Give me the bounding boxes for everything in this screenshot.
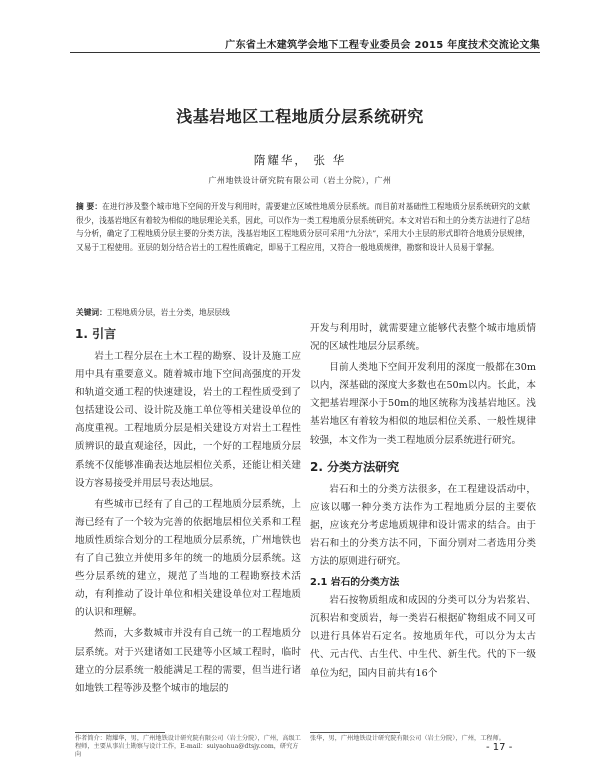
section-heading-intro: 1. 引言	[75, 327, 117, 341]
paragraph: 然而，大多数城市并没有自己统一的工程地质分层系统。对于兴建诸如工民建等小区域工程时，临时建立的分层系统一般能满足工程的需要，但当进行诸如地铁工程等涉及整个城市的地层的	[75, 628, 301, 694]
keywords	[76, 307, 530, 318]
affiliation: 广州地铁设计研究院有限公司（岩土分院），广州	[208, 176, 392, 185]
abstract	[76, 200, 530, 254]
abstract-label: 摘 要：	[76, 202, 103, 211]
abstract-text: 在进行涉及整个城市地下空间的开发与利用时，需要建立区域性地质分层系统。而目前对基础性工程地质分层系统研究的文献很少，浅基岩地区有着较为相似的地层理论关系，因此，可以作为一类工程地质分层系统研究。本文对岩石和土的分类方法进行了总结与分析，确定了工程地质分层主要的分类方法，浅基岩地区工程地质分层可采用“九分法”，采用大小主层的形式即符合地质分层规律，又易于工程使用。亚层的划分结合岩土的工程性质确定，即易于工程应用，又符合一般地质规律，勘察和设计人员易于掌握。	[76, 202, 530, 252]
paragraph: 有些城市已经有了自己的工程地质分层系统，上海已经有了一个较为完善的依据地层相位关系和工程地质性质综合划分的工程地质分层系统，广州地铁也有了自己独立并使用多年的统一的地质分层系统。这些分层系统的建立，规范了当地的工程勘察技术活动，有利推动了设计单位和相关建设单位对工程地质的认识和理解。	[75, 498, 301, 619]
header-rule	[70, 52, 540, 53]
footnote-rule	[75, 732, 165, 733]
subsection-heading: 2.1 岩石的分类方法	[310, 577, 400, 589]
left-column	[75, 320, 301, 701]
keywords-text: 工程地质分层，岩土分类，地层层线	[106, 308, 230, 317]
paragraph: 开发与利用时，就需要建立能够代表整个城市地质情况的区域性地层分层系统。	[310, 323, 536, 353]
right-column	[310, 320, 536, 686]
paragraph: 岩土工程分层在土木工程的勘察、设计及施工应用中具有重要意义。随着城市地下空间高强度的开发和轨道交通工程的快速建设，岩土的工程性质受到了包括建设公司、设计院及施工单位等相关建设单位的高度重视。工程地质分层是相关建设方对岩土工程性质辨识的最直观途径，因此，一个好的工程地质分层系统不仅能够准确表达地层相位关系，还能让相关建设方容易接受并用层号表达地层。	[75, 351, 301, 489]
running-header: 广东省土木建筑学会地下工程专业委员会 2015 年度技术交流论文集	[225, 40, 540, 51]
paragraph: 岩石按物质组成和成因的分类可以分为岩浆岩、沉积岩和变质岩，每一类岩石根据矿物组成不同又可以进行具体岩石定名。按地质年代，可以分为太古代、元古代、古生代、中生代、新生代。代的下一级单位为纪，国内目前共有16个	[310, 595, 536, 679]
paragraph: 目前人类地下空间开发利用的深度一般都在30m以内，深基础的深度大多数也在50m以内。长此，本文把基岩埋深小于50m的地区统称为浅基岩地区。浅基岩地区有着较为相似的地层相位关系、一般性规律较强，本文作为一类工程地质分层系统进行研究。	[310, 362, 536, 446]
footnote-author: 作者简介：隋耀华，男，广州地铁设计研究院有限公司（岩土分院），广州，高级工程师，主要从事岩土勘察与设计工作，E-mail：suiyaohua@dtsjy.com，研究方向	[75, 735, 301, 758]
section-heading-method: 2. 分类方法研究	[310, 459, 400, 474]
paper-title: 浅基岩地区工程地质分层系统研究	[176, 107, 424, 126]
footnote-coauthor: 张华，男，广州地铁设计研究院有限公司（岩土分院），广州，工程师。	[310, 735, 505, 742]
authors: 隋耀华， 张 华	[253, 153, 347, 167]
keywords-label: 关键词：	[76, 308, 107, 317]
footnote-rule	[310, 732, 400, 733]
page-number: - 17 -	[486, 742, 513, 753]
paragraph: 岩石和土的分类方法很多，在工程建设活动中，应该以哪一种分类方法作为工程地质分层的主要依据，应该充分考虑地质规律和设计需求的结合。由于岩石和土的分类方法不同，下面分别对二者选用分类方法的原则进行研究。	[310, 483, 536, 568]
